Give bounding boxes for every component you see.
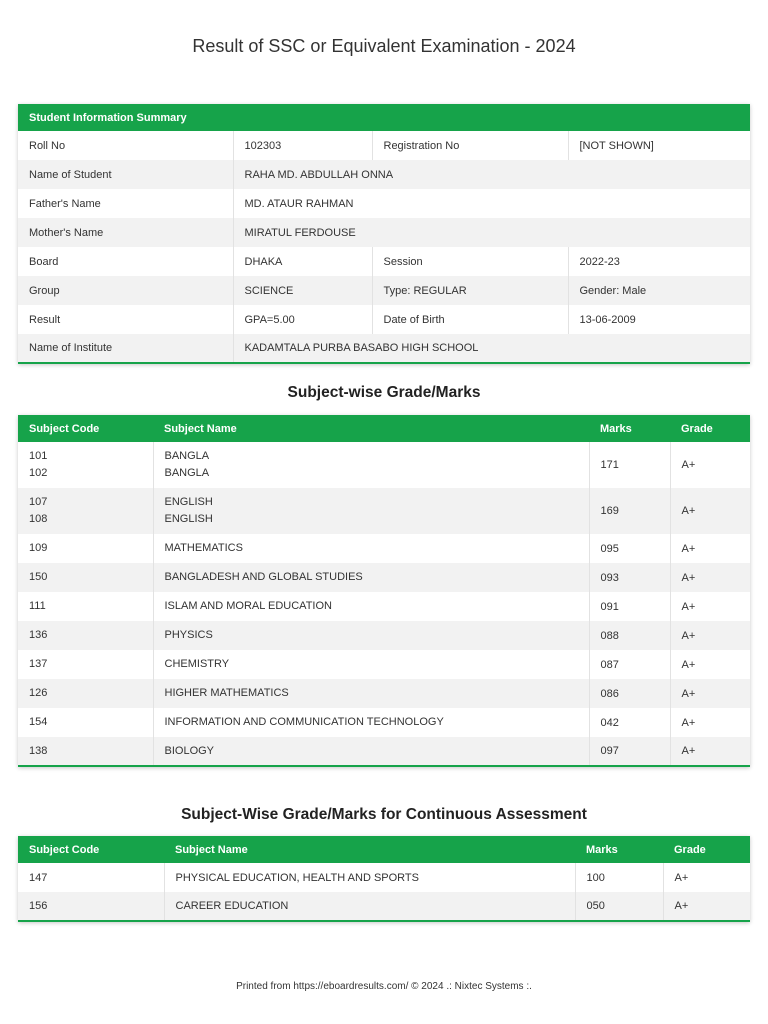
col-header-marks: Marks [575, 836, 663, 863]
info-label: Registration No [372, 131, 568, 160]
marks-cell: 100 [575, 863, 663, 892]
subject-name: BIOLOGY [164, 744, 215, 757]
col-header-grade: Grade [670, 415, 750, 442]
marks-cell: 091 [589, 592, 670, 621]
table-row [18, 708, 750, 737]
subject-code: 138 [29, 744, 48, 757]
info-value: MIRATUL FERDOUSE [233, 218, 750, 247]
marks-cell: 042 [589, 708, 670, 737]
subject-code: 107 [29, 496, 48, 508]
col-header-marks: Marks [589, 415, 670, 442]
info-label: Result [18, 305, 233, 334]
subject-name: PHYSICS [164, 629, 213, 641]
info-value: RAHA MD. ABDULLAH ONNA [233, 160, 750, 189]
subject-code: 136 [29, 629, 48, 641]
grade-cell: A+ [670, 488, 750, 534]
info-row [18, 189, 750, 218]
table-row [18, 679, 750, 708]
info-value: 13-06-2009 [568, 305, 750, 334]
grade-cell: A+ [670, 534, 750, 563]
subject-name: ENGLISH [164, 496, 213, 508]
grade-cell: A+ [663, 863, 750, 892]
info-label: Date of Birth [372, 305, 568, 334]
subject-code: 154 [29, 716, 48, 728]
subject-name-cell [153, 621, 589, 650]
info-row [18, 305, 750, 334]
info-label: Mother's Name [18, 218, 233, 247]
info-row [18, 218, 750, 247]
info-value: DHAKA [233, 247, 372, 276]
subject-code-cell [18, 534, 153, 563]
grade-cell: A+ [670, 621, 750, 650]
subject-name-cell [153, 534, 589, 563]
info-label: Roll No [18, 131, 233, 160]
subject-name-cell [153, 592, 589, 621]
grade-cell: A+ [670, 708, 750, 737]
table-row [18, 650, 750, 679]
marks-cell: 088 [589, 621, 670, 650]
subject-code: 108 [29, 513, 48, 525]
grade-cell: A+ [670, 737, 750, 766]
grade-cell: A+ [670, 679, 750, 708]
info-label: Name of Institute [18, 334, 233, 363]
subject-name-cell [153, 488, 589, 534]
continuous-assessment-table [18, 836, 750, 922]
subject-code-cell [18, 708, 153, 737]
subject-code-cell [18, 488, 153, 534]
subject-code-cell [18, 650, 153, 679]
subject-name-cell [153, 708, 589, 737]
marks-cell: 171 [589, 442, 670, 488]
continuous-assessment-title: Subject-Wise Grade/Marks for Continuous Assessment [181, 806, 587, 823]
info-row [18, 160, 750, 189]
table-row [18, 737, 750, 766]
info-label: Name of Student [18, 160, 233, 189]
info-value: 2022-23 [568, 247, 750, 276]
subject-code-cell [18, 737, 153, 766]
info-value: 102303 [233, 131, 372, 160]
student-info-table [18, 104, 750, 364]
subject-name-cell [153, 650, 589, 679]
subject-code-cell: 147 [18, 863, 164, 892]
student-info-header: Student Information Summary [18, 104, 750, 131]
marks-cell: 093 [589, 563, 670, 592]
col-header-grade: Grade [663, 836, 750, 863]
subject-name: INFORMATION AND COMMUNICATION TECHNOLOGY [164, 716, 444, 728]
subject-code: 101 [29, 450, 48, 462]
table-row [18, 621, 750, 650]
subject-name-cell [153, 737, 589, 766]
marks-cell: 097 [589, 737, 670, 766]
grade-cell: A+ [670, 563, 750, 592]
info-value: Gender: Male [568, 276, 750, 305]
subject-name: ISLAM AND MORAL EDUCATION [164, 600, 332, 612]
subject-code: 109 [29, 542, 48, 554]
table-row [18, 563, 750, 592]
info-row [18, 247, 750, 276]
table-row [18, 534, 750, 563]
subject-name-cell [153, 563, 589, 592]
info-label: Board [18, 247, 233, 276]
info-row [18, 334, 750, 363]
info-label: Group [18, 276, 233, 305]
subject-name: BANGLADESH AND GLOBAL STUDIES [164, 571, 363, 583]
table-row [18, 488, 750, 534]
subject-name: CHEMISTRY [164, 658, 230, 670]
grade-cell: A+ [670, 442, 750, 488]
info-value: MD. ATAUR RAHMAN [233, 189, 750, 218]
table-row [18, 863, 750, 892]
subject-code: 102 [29, 467, 48, 479]
grade-cell: A+ [670, 592, 750, 621]
col-header-subject-code: Subject Code [18, 415, 153, 442]
info-label: Father's Name [18, 189, 233, 218]
info-row [18, 276, 750, 305]
info-value: GPA=5.00 [233, 305, 372, 334]
col-header-subject-name: Subject Name [164, 836, 575, 863]
subject-grades-table [18, 415, 750, 767]
marks-cell: 050 [575, 892, 663, 921]
subject-name: MATHEMATICS [164, 542, 243, 554]
marks-cell: 095 [589, 534, 670, 563]
info-value: SCIENCE [233, 276, 372, 305]
subject-name-cell: CAREER EDUCATION [164, 892, 575, 921]
marks-cell: 169 [589, 488, 670, 534]
subject-code-cell: 156 [18, 892, 164, 921]
subject-name: HIGHER MATHEMATICS [164, 687, 289, 699]
subject-name: ENGLISH [164, 513, 213, 525]
marks-cell: 086 [589, 679, 670, 708]
subject-code-cell [18, 563, 153, 592]
subject-code-cell [18, 442, 153, 488]
subject-code-cell [18, 592, 153, 621]
footer-note: Printed from https://eboardresults.com/ © 2024 .: Nixtec Systems :. [236, 981, 532, 992]
marks-cell: 087 [589, 650, 670, 679]
subject-name-cell [153, 679, 589, 708]
subject-code-cell [18, 679, 153, 708]
table-row [18, 892, 750, 921]
subject-code: 111 [29, 600, 46, 612]
info-label: Session [372, 247, 568, 276]
info-value: [NOT SHOWN] [568, 131, 750, 160]
info-value: KADAMTALA PURBA BASABO HIGH SCHOOL [233, 334, 750, 363]
grade-cell: A+ [670, 650, 750, 679]
col-header-subject-name: Subject Name [153, 415, 589, 442]
subject-grades-title: Subject-wise Grade/Marks [287, 384, 481, 401]
info-label: Type: REGULAR [372, 276, 568, 305]
col-header-subject-code: Subject Code [18, 836, 164, 863]
subject-name: BANGLA [164, 467, 210, 479]
subject-name-cell [153, 442, 589, 488]
grade-cell: A+ [663, 892, 750, 921]
table-row [18, 442, 750, 488]
subject-code: 126 [29, 687, 48, 699]
subject-code: 150 [29, 571, 48, 583]
subject-name-cell: PHYSICAL EDUCATION, HEALTH AND SPORTS [164, 863, 575, 892]
subject-name: BANGLA [164, 450, 210, 462]
subject-code-cell [18, 621, 153, 650]
info-row [18, 131, 750, 160]
subject-code: 137 [29, 658, 48, 670]
page-title: Result of SSC or Equivalent Examination - 2024 [192, 36, 576, 56]
table-row [18, 592, 750, 621]
